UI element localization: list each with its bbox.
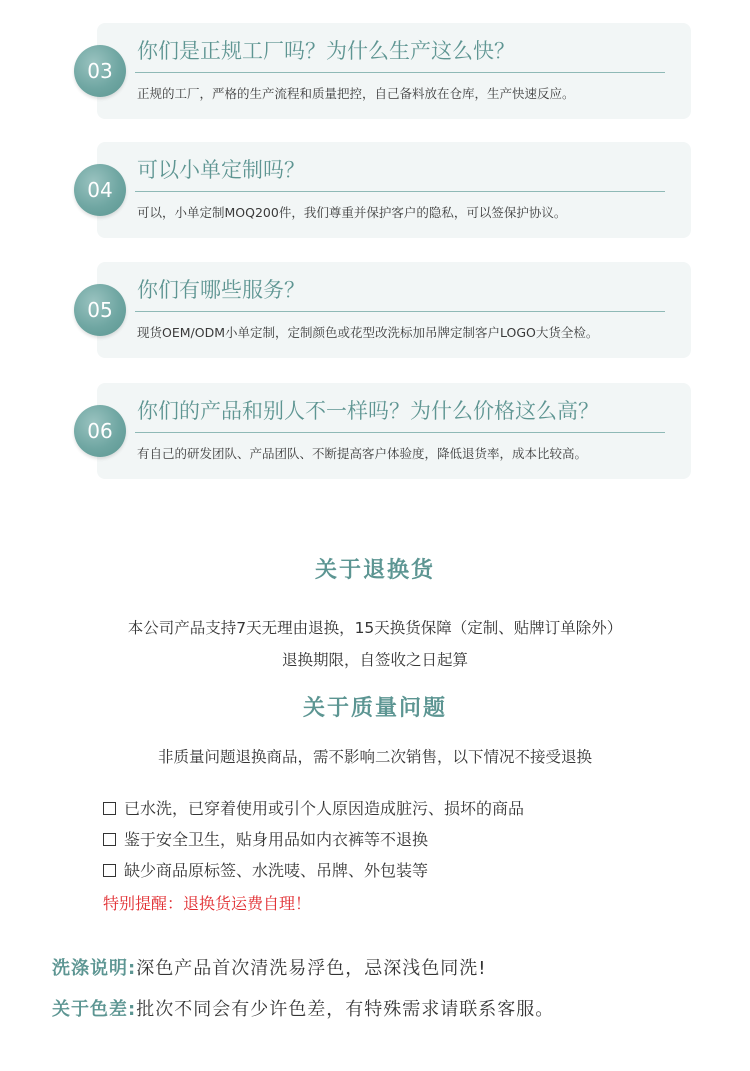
faq-card-04	[97, 142, 691, 238]
wash-label: 洗涤说明:	[52, 958, 137, 979]
faq-number-badge: 03	[74, 45, 126, 97]
faq-divider	[135, 191, 665, 192]
returns-period-line: 退换期限，自签收之日起算	[281, 651, 468, 669]
checkbox-icon	[103, 802, 116, 815]
condition-item: 缺少商品原标签、水洗唛、吊牌、外包装等	[103, 858, 428, 881]
faq-divider	[135, 432, 665, 433]
color-text: 批次不同会有少许色差，有特殊需求请联系客服。	[136, 999, 555, 1020]
returns-policy-line: 本公司产品支持7天无理由退换，15天换货保障（定制、贴牌订单除外）	[127, 619, 623, 637]
faq-number-badge: 06	[74, 405, 126, 457]
wash-instructions	[52, 954, 486, 980]
condition-item: 鉴于安全卫生，贴身用品如内衣裤等不退换	[103, 827, 428, 850]
special-reminder: 特别提醒：退换货运费自理！	[103, 894, 312, 913]
condition-item: 已水洗，已穿着使用或引个人原因造成脏污、损坏的商品	[103, 796, 524, 819]
faq-question: 你们是正规工厂吗？为什么生产这么快？	[137, 39, 515, 63]
faq-card-03	[97, 23, 691, 119]
returns-title: 关于退换货	[314, 558, 435, 583]
faq-divider	[135, 72, 665, 73]
faq-divider	[135, 311, 665, 312]
faq-answer: 正规的工厂，严格的生产流程和质量把控，自己备料放在仓库，生产快速反应。	[137, 86, 575, 101]
faq-card-06	[97, 383, 691, 479]
quality-intro: 非质量问题退换商品，需不影响二次销售，以下情况不接受退换	[157, 748, 592, 766]
faq-question: 你们的产品和别人不一样吗？为什么价格这么高？	[137, 399, 599, 423]
color-difference-note	[52, 995, 554, 1021]
wash-text: 深色产品首次清洗易浮色，忌深浅色同洗!	[136, 958, 487, 979]
color-label: 关于色差:	[52, 999, 137, 1020]
checkbox-icon	[103, 864, 116, 877]
checkbox-icon	[103, 833, 116, 846]
quality-title: 关于质量问题	[302, 696, 447, 721]
faq-answer: 有自己的研发团队、产品团队、不断提高客户体验度，降低退货率，成本比较高。	[137, 446, 588, 461]
faq-number-badge: 04	[74, 164, 126, 216]
faq-question: 可以小单定制吗？	[137, 158, 305, 182]
faq-question: 你们有哪些服务？	[137, 278, 305, 302]
faq-card-05	[97, 262, 691, 358]
faq-answer: 现货OEM/ODM小单定制，定制颜色或花型改洗标加吊牌定制客户LOGO大货全检。	[137, 325, 599, 340]
faq-answer: 可以，小单定制MOQ200件，我们尊重并保护客户的隐私，可以签保护协议。	[137, 205, 567, 220]
faq-number-badge: 05	[74, 284, 126, 336]
